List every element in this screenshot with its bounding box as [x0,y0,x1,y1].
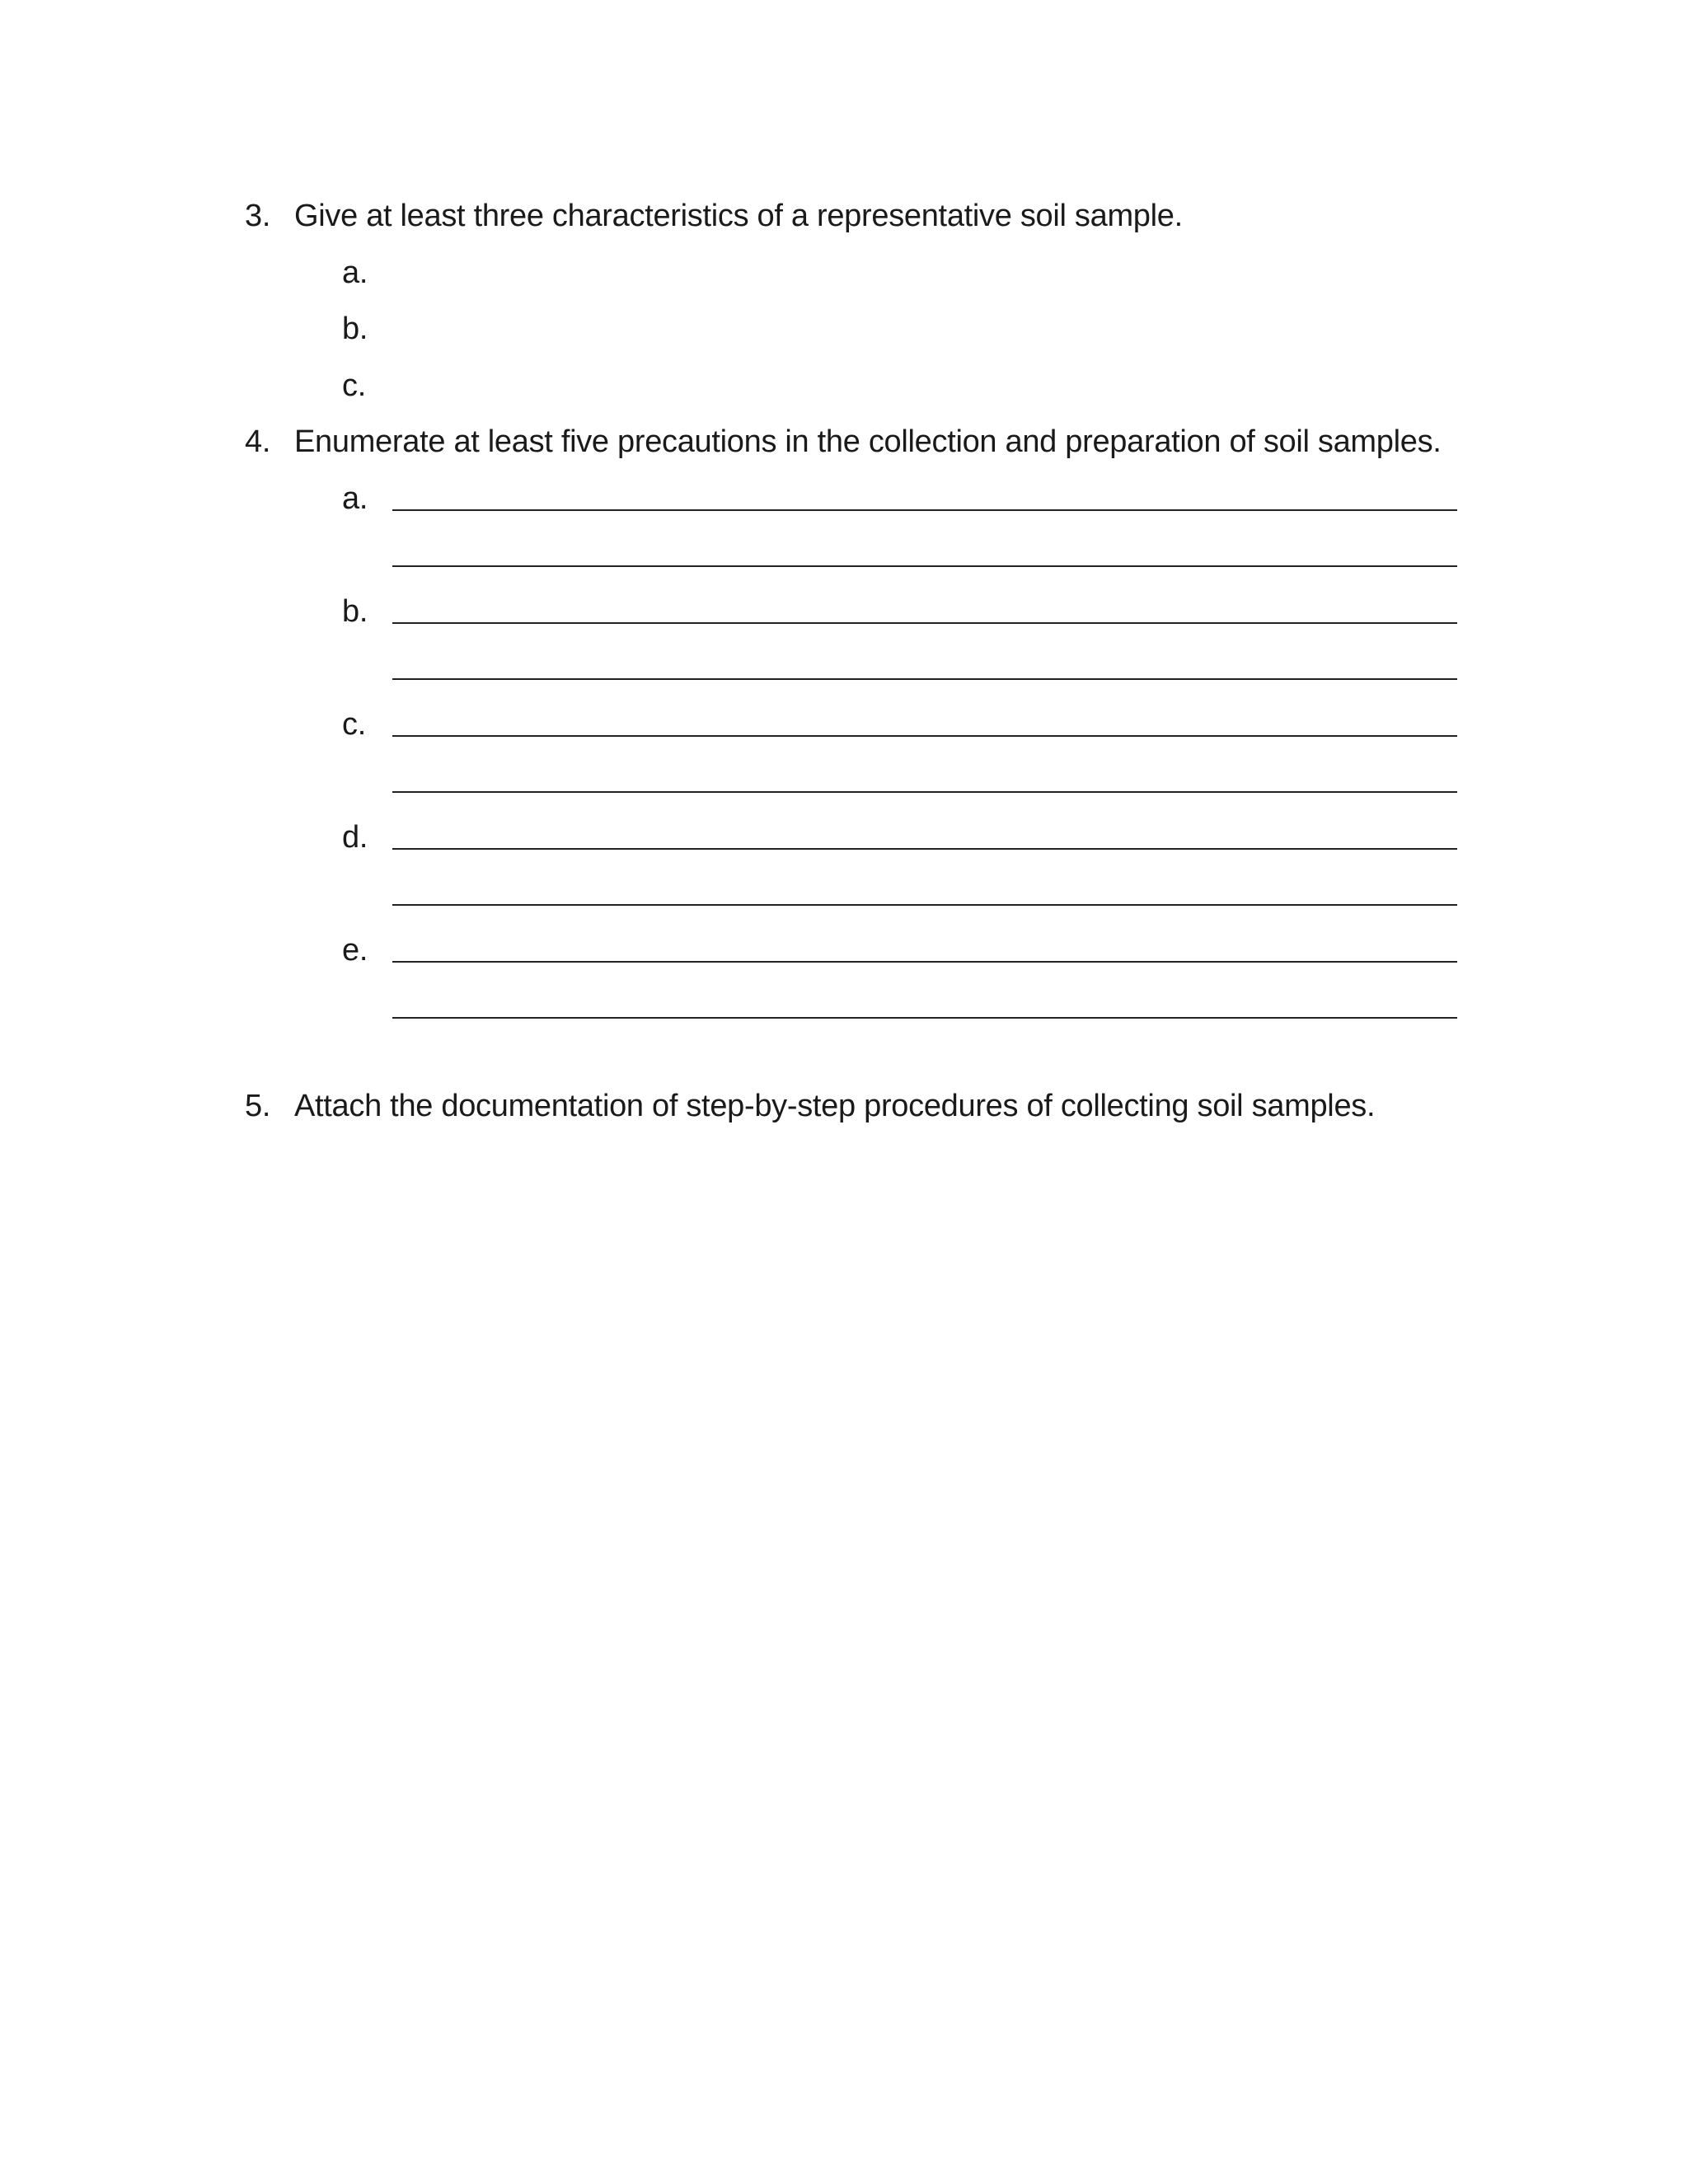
answer-line[interactable] [392,904,1457,906]
answer-label-c: c. [342,368,366,403]
answer-line[interactable] [392,622,1457,624]
answer-line[interactable] [392,1017,1457,1019]
answer-label-b: b. [342,312,368,346]
answer-line[interactable] [392,961,1457,963]
answer-line[interactable] [392,509,1457,511]
answer-label-a: a. [342,255,368,290]
question-text: Attach the documentation of step-by-step procedures of collecting soil samples. [294,1089,1376,1123]
question-number: 5. [245,1089,271,1123]
question-number: 3. [245,199,271,233]
answer-label-c: c. [342,707,366,742]
question-text: Give at least three characteristics of a representative soil sample. [294,199,1183,233]
answer-line[interactable] [392,565,1457,567]
question-number: 4. [245,424,271,459]
answer-line[interactable] [392,678,1457,680]
answer-line[interactable] [392,848,1457,850]
question-text: Enumerate at least five precautions in the collection and preparation of soil samples. [294,424,1442,459]
answer-label-b: b. [342,594,368,629]
answer-label-a: a. [342,481,368,516]
answer-line[interactable] [392,791,1457,793]
answer-label-d: d. [342,820,368,855]
answer-line[interactable] [392,735,1457,737]
answer-label-e: e. [342,933,368,968]
